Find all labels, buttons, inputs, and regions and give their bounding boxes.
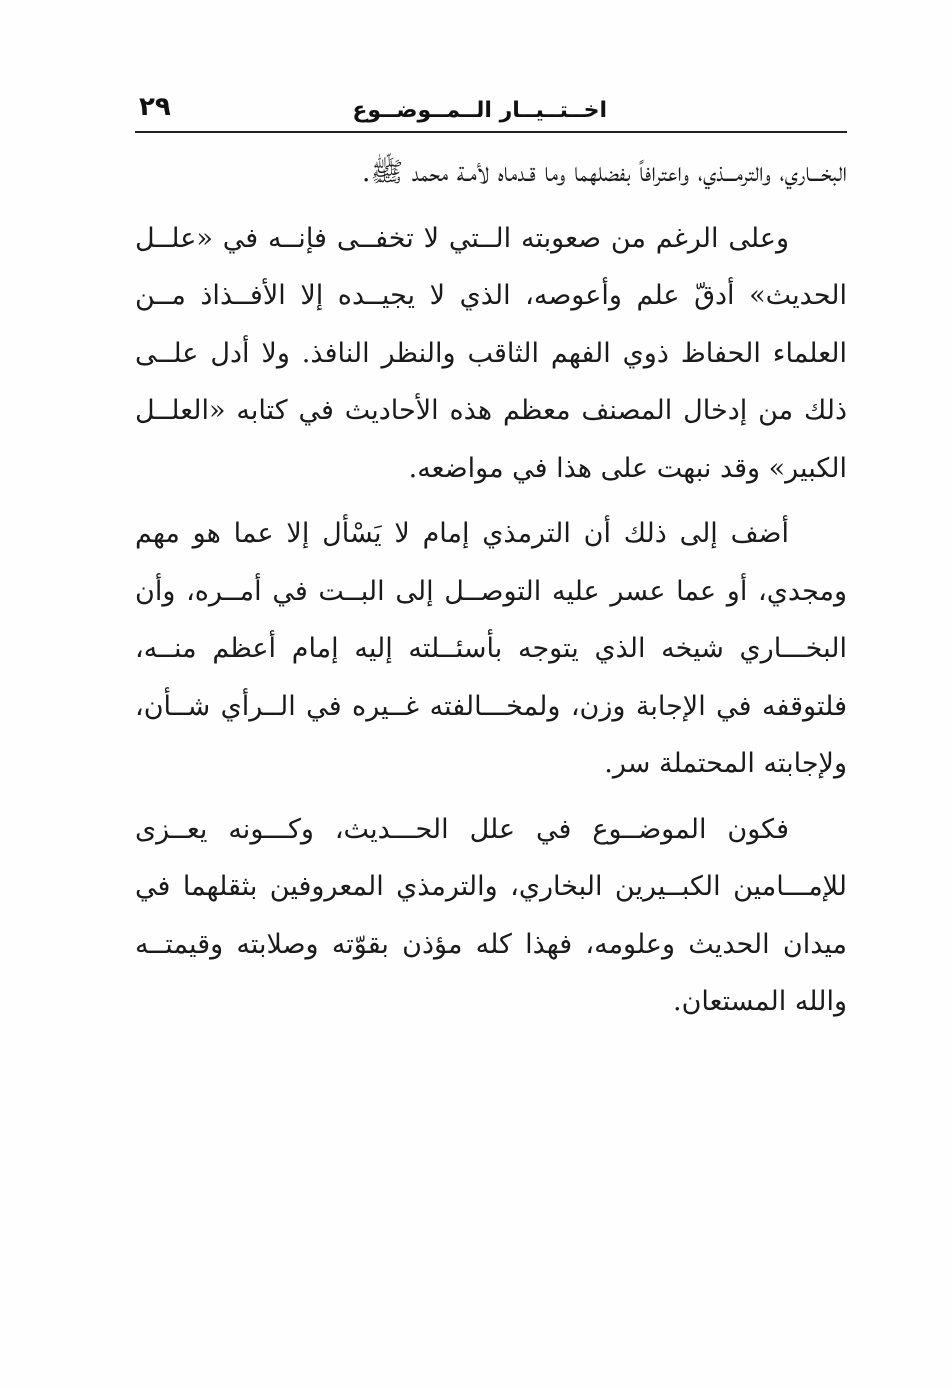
paragraph-gap (135, 497, 847, 505)
paragraph-3: أضف إلى ذلك أن الترمذي إمام لا يَسْأل إلا عما هو مهم ومجدي، أو عما عسر عليه التوصــل إلى البــت في أمــره، وأن البخـــاري شيخه الذي يتوجه بأسئــلته إليه إمام أعظم منــه، فلتوقفه في الإجابة وزن، ولمخـــالفته غــيره في الــرأي شــأن، ولإجابته المحتملة سر. (135, 518, 847, 779)
paragraph-gap (135, 793, 847, 801)
paragraph-gap (135, 202, 847, 210)
header-divider (135, 131, 847, 133)
paragraph-2: وعلى الرغم من صعوبته الــتي لا تخفــى فإنــه في «علــل الحديث» أدقّ علم وأعوصه، الذي لا يجيــده إلا الأفــذاذ مــن العلماء الحفاظ ذوي الفهم الثاقب والنظر النافذ. ولا أدل علــى ذلك من إدخال المصنف معظم هذه الأحاديث في كتابه «العلــل الكبير» وقد نبهت على هذا في مواضعه. (135, 222, 847, 484)
paragraph-4: فكون الموضــوع في علل الحـــديث، وكـــونه يعــزى للإمـــامين الكبــيرين البخاري، والترمذي المعروفين بثقلهما في ميدان الحديث وعلومه، فهذا كله مؤذن بقوّته وصلابته وقيمتــه والله المستعان. (135, 813, 847, 1017)
running-header-title: اخــتــيــار الــمــوضــوع (352, 98, 607, 123)
paragraph-1: البخـــاري، والترمـــذي، واعترافاً بفضلهما وما قـدماه لأمـة محمد ﷺ. (361, 157, 847, 188)
running-header (135, 92, 847, 132)
page-number: ٢٩ (139, 92, 171, 122)
body-text (135, 144, 847, 1031)
